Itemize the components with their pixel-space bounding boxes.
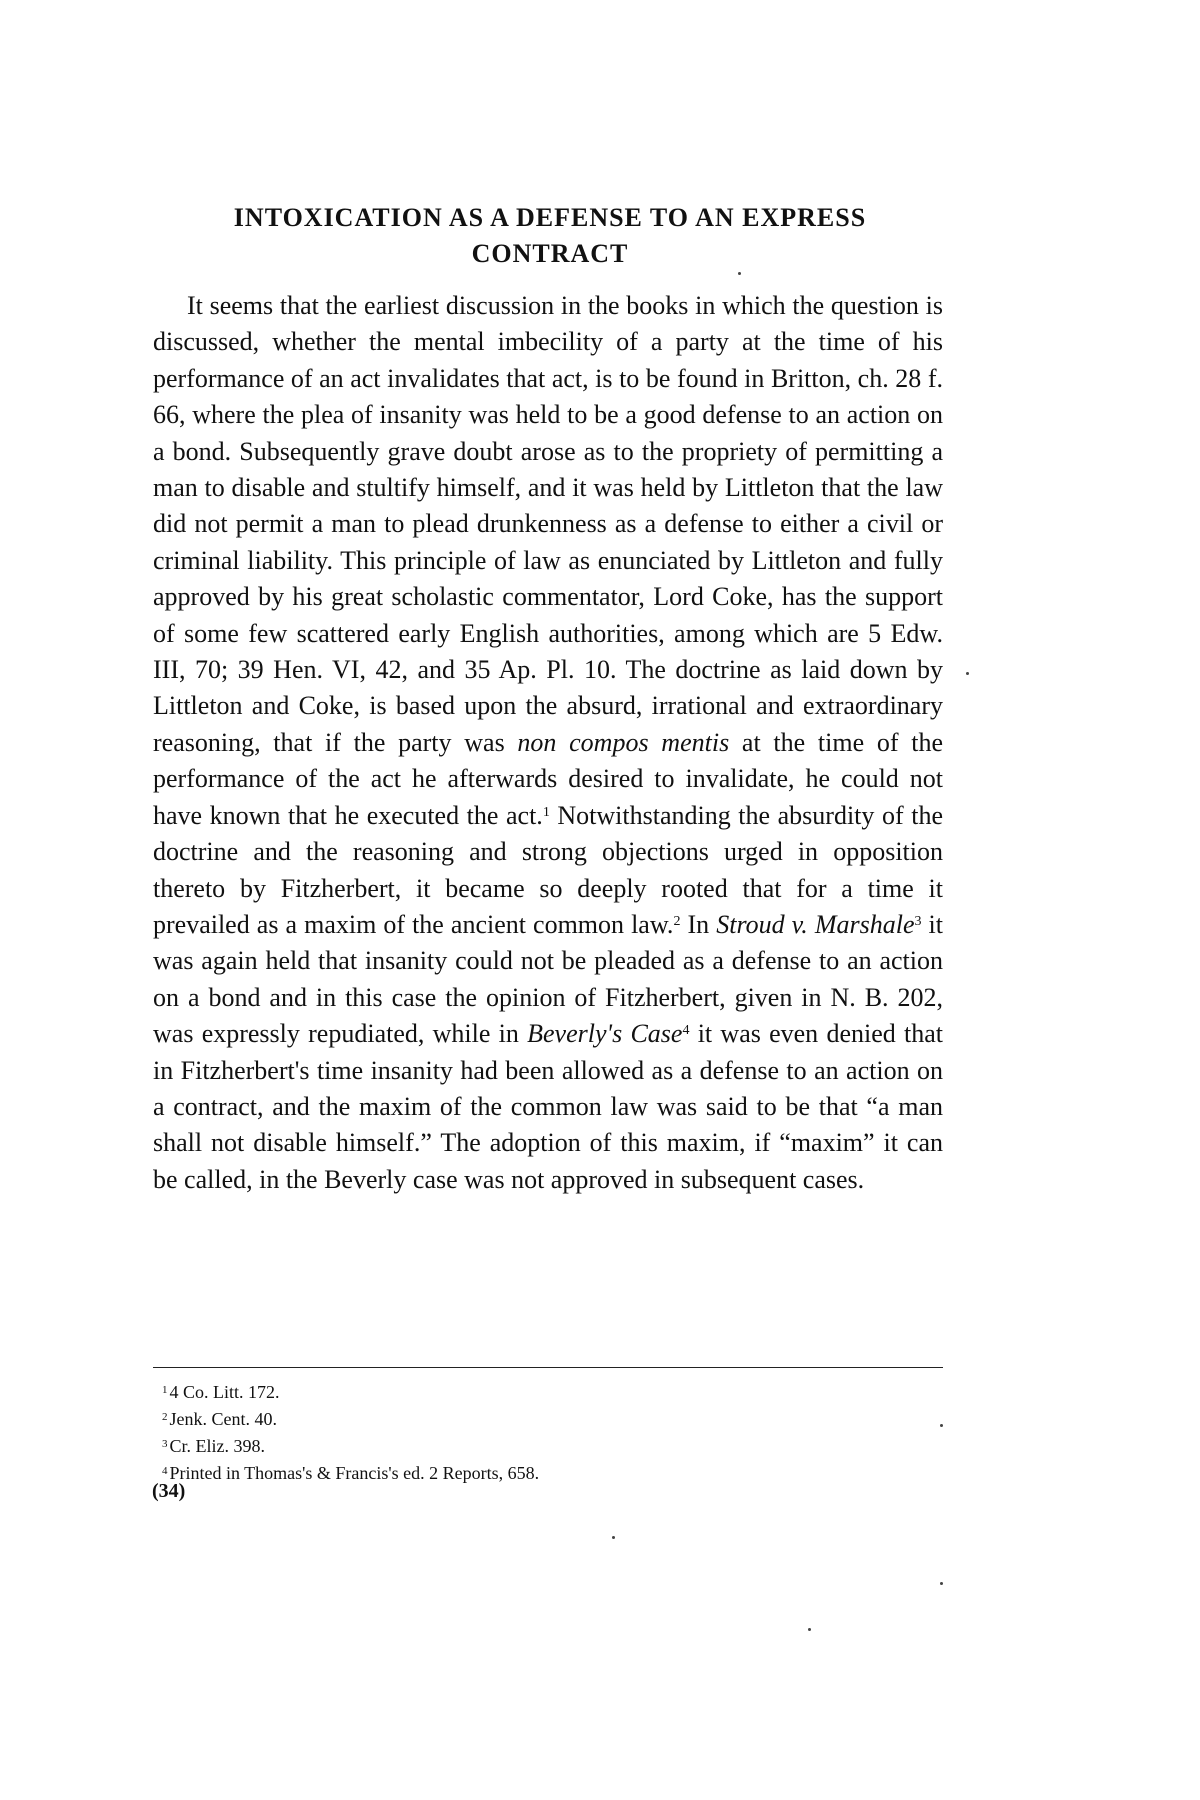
footnote-text: Printed in Thomas's & Francis's ed. 2 Reports, 658. — [169, 1463, 540, 1483]
footnote-text: 4 Co. Litt. 172. — [169, 1382, 280, 1402]
scan-speck — [612, 1536, 615, 1539]
scan-speck — [738, 272, 741, 275]
page-number: (34) — [152, 1480, 186, 1502]
footnote-number: 1 — [162, 1384, 168, 1396]
text-segment: it was again held that insanity could not be pleaded as a defense to an action on a bond and in this case the opinion of Fitzherbert, given in N. B. 202, was expressly repudiated, while in — [153, 909, 943, 1049]
text-segment: at the time of the performance of the act he afterwards desired to invalidate, he could not have known that he executed the act. — [153, 727, 943, 830]
footnote-ref-1: 1 — [542, 804, 550, 820]
text-segment: it was even denied that in Fitzherbert's time insanity had been allowed as a defense to an action on a contract, and the maxim of the common law was said to be that “a man shall not disable himself.” The adoption of this maxim, if “maxim” it can be called, in the Beverly case was not approved in subsequent cases. — [153, 1019, 943, 1194]
footnote-number: 4 — [162, 1465, 168, 1477]
footnote-text: Cr. Eliz. 398. — [169, 1436, 265, 1456]
chapter-title-line-1: INTOXICATION AS A DEFENSE TO AN EXPRESS — [233, 203, 867, 232]
scan-speck — [966, 672, 969, 675]
case-name-stroud: Stroud v. Marshale — [716, 909, 915, 939]
case-name-beverly: Beverly's Case — [527, 1019, 683, 1049]
footnote-4 — [162, 1459, 942, 1486]
body-paragraph — [153, 288, 943, 1198]
footnote-number: 3 — [162, 1438, 168, 1450]
footnote-3 — [162, 1432, 942, 1459]
footnote-ref-4: 4 — [682, 1023, 690, 1039]
paragraph-1 — [153, 288, 943, 1198]
scan-speck — [808, 1628, 811, 1631]
latin-phrase: non compos mentis — [517, 727, 730, 757]
footnote-number: 2 — [162, 1411, 168, 1423]
scan-speck — [940, 1424, 943, 1427]
scan-speck — [940, 1582, 943, 1585]
text-segment: Notwithstanding the absurdity of the doctrine and the reasoning and strong objections urged in opposition thereto by Fitzherbert, it became so deeply rooted that for a time it prevailed as a maxim of the ancient common law. — [153, 800, 943, 939]
footnote-divider — [153, 1367, 943, 1368]
text-segment: In — [680, 909, 717, 939]
footnote-1 — [162, 1378, 942, 1405]
footnote-text: Jenk. Cent. 40. — [169, 1409, 277, 1429]
footnote-ref-3: 3 — [914, 913, 922, 929]
chapter-title-line-2: CONTRACT — [471, 239, 629, 268]
text-segment: It seems that the earliest discussion in the books in which the question is discussed, whether the mental imbecility of a party at the time of his performance of an act invalidates that act, is to be found in Britton, ch. 28 f. 66, where the plea of insanity was held to be a good defense to an action on a bond. Subsequently grave doubt arose as to the propriety of permitting a man to disable and stultify himself, and it was held by Littleton that the law did not permit a man to plead drunkenness as a defense to either a civil or criminal liability. This principle of law as enunciated by Littleton and fully approved by his great scholastic commentator, Lord Coke, has the support of some few scattered early English authorities, among which are 5 Edw. III, 70; 39 Hen. VI, 42, and 35 Ap. Pl. 10. The doctrine as laid down by Littleton and Coke, is based upon the absurd, irrational and extraordinary reasoning, that if the party was — [153, 291, 943, 757]
chapter-title — [150, 200, 950, 272]
footnotes — [162, 1378, 942, 1486]
footnote-2 — [162, 1405, 942, 1432]
footnote-ref-2: 2 — [673, 913, 681, 929]
